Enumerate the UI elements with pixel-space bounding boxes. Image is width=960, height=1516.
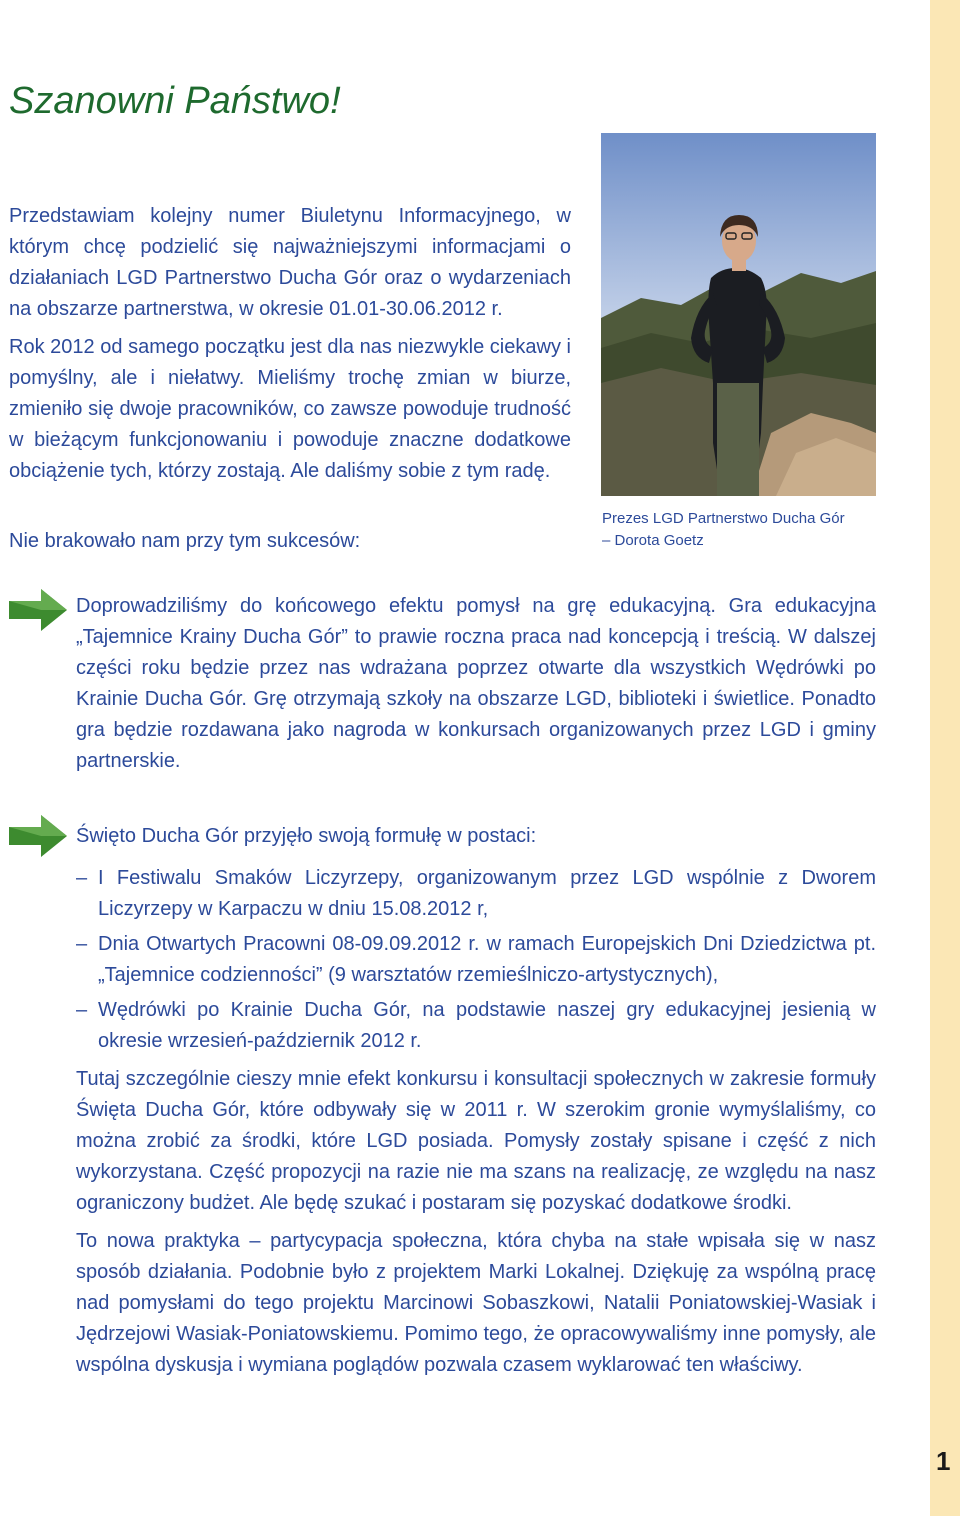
intro-paragraph-2: Rok 2012 od samego początku jest dla nas niezwykle ciekawy i pomyślny, ale i niełatwy. Mieliśmy trochę zmian w biurze, zmieniło się dwoje pracowników, co zawsze powoduje trudność w bieżącym funkcjonowaniu i powoduje znaczne dodatkowe obciążenie tych, którzy zostają. Ale daliśmy sobie z tym radę. (9, 336, 571, 482)
dash-marker: – (76, 933, 88, 955)
list-item (76, 995, 876, 1057)
arrow-right-icon (9, 589, 67, 631)
president-photo (601, 133, 876, 496)
dash-marker: – (76, 999, 88, 1021)
dash-marker: – (76, 867, 88, 889)
intro-section (9, 201, 571, 494)
closing-paragraph-1: Tutaj szczególnie cieszy mnie efekt konkursu i konsultacji społecznych w zakresie formuły Święta Ducha Gór, które odbywały się w 2011 r. W szerokim gronie wymyślaliśmy, co można zrobić za środki, które LGD posiada. Pomysły zostały spisane i część z nich wykorzystana. Część propozycji na razie nie ma szans na realizację, ze względu na nasz ograniczony budżet. Ale będę szukać i postaram się pozyskać dodatkowe środki. (76, 1068, 876, 1214)
list-item (76, 863, 876, 925)
arrow-right-icon (9, 815, 67, 857)
caption-line-2: – Dorota Goetz (602, 532, 704, 549)
achievement-item-2 (76, 821, 876, 1066)
intro-paragraph-1: Przedstawiam kolejny numer Biuletynu Informacyjnego, w którym chcę podzielić się najważniejszymi informacjami o działaniach LGD Partnerstwo Ducha Gór oraz o wydarzeniach na obszarze partnerstwa, w okresie 01.01-30.06.2012 r. (9, 205, 571, 320)
closing-paragraph-2: To nowa praktyka – partycypacja społeczna, która chyba na stałe wpisała się w nasz sposób działania. Podobnie było z projektem Marki Lokalnej. Dziękuję za wspólną pracę nad pomysłami do tego projektu Marcinowi Sobaszkowi, Natalii Poniatowskiej-Wasiak i Jędrzejowi Wasiak-Poniatowskiemu. Pomimo tego, że opracowywaliśmy inne pomysły, ale wspólna dyskusja i wymiana poglądów pozwala czasem wyklarować ten właściwy. (76, 1230, 876, 1376)
caption-line-1: Prezes LGD Partnerstwo Ducha Gór (602, 510, 845, 527)
photo-illustration (601, 133, 876, 496)
achievement-item-1: Doprowadziliśmy do końcowego efektu pomysł na grę edukacyjną. Gra edukacyjna „Tajemnice Krainy Ducha Gór” to prawie roczna praca nad koncepcją i treścią. W dalszej części roku będzie przez nas wdrażana poprzez otwarte dla wszystkich Wędrówki po Krainie Ducha Gór. Grę otrzymają szkoły na obszarze LGD, biblioteki i świetlice. Ponadto gra będzie rozdawana jako nagroda w konkursach organizowanych przez LGD i gminy partnerskie. (76, 595, 876, 772)
page-number: 1 (936, 1446, 951, 1476)
lead-text: Nie brakowało nam przy tym sukcesów: (9, 530, 361, 552)
event-list (76, 863, 876, 1057)
closing-section (76, 1064, 876, 1388)
list-item-text: Wędrówki po Krainie Ducha Gór, na podstawie naszej gry edukacyjnej jesienią w okresie wrzesień-październik 2012 r. (98, 999, 876, 1052)
list-item-text: Dnia Otwartych Pracowni 08-09.09.2012 r. w ramach Europejskich Dni Dziedzictwa pt. „Tajemnice codzienności” (9 warsztatów rzemieślniczo-artystycznych), (98, 933, 876, 986)
side-band (930, 0, 960, 1516)
item2-intro: Święto Ducha Gór przyjęło swoją formułę w postaci: (76, 825, 537, 847)
list-item (76, 929, 876, 991)
list-item-text: I Festiwalu Smaków Liczyrzepy, organizowanym przez LGD wspólnie z Dworem Liczyrzepy w Karpaczu w dniu 15.08.2012 r, (98, 867, 876, 920)
photo-caption (602, 508, 882, 552)
page-title: Szanowni Państwo! (9, 80, 341, 122)
